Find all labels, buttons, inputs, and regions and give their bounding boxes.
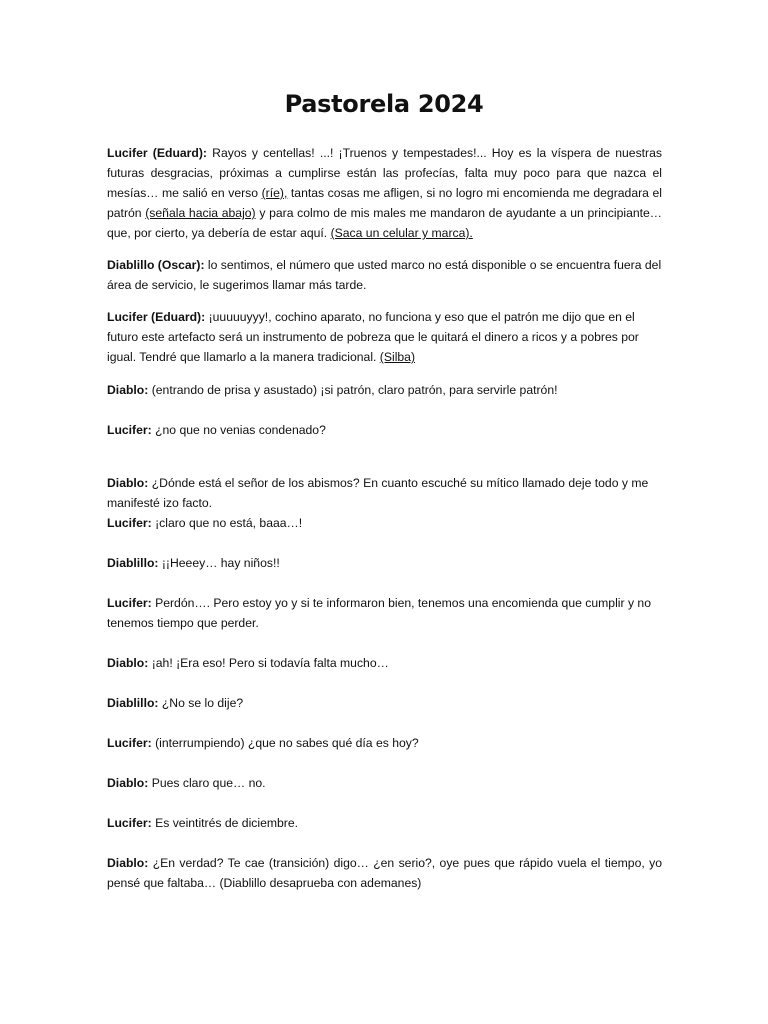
dialogue-text: Rayos y centellas! ...! ¡Truenos y tempestades!... Hoy es la víspera de nuestras futuras desgracias, próximas a cumplirse están las profecías, falta muy poco para que nazca el mesías… me salió en verso (107, 146, 662, 200)
stage-direction: (Saca un celular y marca). (330, 226, 473, 240)
dialogue-text: ¿no que no venias condenado? (151, 423, 326, 437)
dialogue-paragraph-13 (107, 813, 662, 833)
dialogue-text: ¿En verdad? Te cae (transición) digo… ¿en serio?, oye pues que rápido vuela el tiempo, yo pensé que faltaba… (Diablillo desaprueba con ademanes) (107, 856, 662, 890)
speaker-name: Diablo: (107, 476, 149, 490)
dialogue-paragraph-14 (107, 853, 662, 893)
speaker-name: Diablillo (Oscar): (107, 258, 205, 272)
speaker-name: Lucifer (Eduard): (107, 310, 206, 324)
dialogue-text: ¿No se lo dije? (158, 696, 244, 710)
speaker-name: Lucifer: (107, 516, 152, 530)
dialogue-paragraph-3 (107, 307, 662, 367)
dialogue-paragraph-9 (107, 653, 662, 673)
dialogue-text: (entrando de prisa y asustado) ¡si patrón, claro patrón, para servirle patrón! (148, 383, 558, 397)
dialogue-text: ¡uuuuuyyy!, cochino aparato, no funciona y eso que el patrón me dijo que en el futuro este artefacto será un instrumento de pobreza que le quitará el dinero a ricos y a pobres por igual. Tendré que llamarlo a la manera tradicional. (107, 310, 639, 364)
dialogue-text: Es veintitrés de diciembre. (151, 816, 299, 830)
dialogue-paragraph-6 (107, 473, 662, 533)
stage-direction: (ríe), (261, 186, 288, 200)
dialogue-text: Perdón…. Pero estoy yo y si te informaron bien, tenemos una encomienda que cumplir y no tenemos tiempo que perder. (107, 596, 651, 630)
dialogue-paragraph-1 (107, 143, 662, 243)
dialogue-text: ¡¡Heeey… hay niños!! (158, 556, 280, 570)
dialogue-paragraph-4 (107, 380, 662, 400)
dialogue-text: ¿Dónde está el señor de los abismos? En cuanto escuché su mítico llamado deje todo y me manifesté izo facto. (107, 476, 649, 510)
speaker-name: Lucifer: (107, 816, 152, 830)
dialogue-text: tantas cosas me afligen, si no logro mi encomienda me degradara el patrón (107, 186, 662, 220)
speaker-name: Lucifer: (107, 423, 152, 437)
speaker-name: Diablo: (107, 656, 149, 670)
dialogue-paragraph-11 (107, 733, 662, 753)
speaker-name: Diablillo: (107, 556, 159, 570)
dialogue-paragraph-7 (107, 553, 662, 573)
speaker-name: Diablo: (107, 856, 149, 870)
dialogue-text: Pues claro que… no. (148, 776, 266, 790)
dialogue-paragraph-5 (107, 420, 662, 440)
dialogue-paragraph-2 (107, 255, 662, 295)
dialogue-paragraph-8 (107, 593, 662, 633)
speaker-name: Lucifer (Eduard): (107, 146, 207, 160)
speaker-name: Lucifer: (107, 736, 152, 750)
document-body (107, 143, 662, 893)
speaker-name: Diablo: (107, 383, 149, 397)
document-title: Pastorela 2024 (284, 90, 484, 118)
dialogue-text: lo sentimos, el número que usted marco no está disponible o se encuentra fuera del área de servicio, le sugerimos llamar más tarde. (107, 258, 662, 292)
stage-direction: (Silba) (379, 350, 416, 364)
dialogue-text: ¡claro que no está, baaa…! (151, 516, 303, 530)
dialogue-text: ¡ah! ¡Era eso! Pero si todavía falta mucho… (148, 656, 389, 670)
speaker-name: Lucifer: (107, 596, 152, 610)
dialogue-paragraph-12 (107, 773, 662, 793)
dialogue-paragraph-10 (107, 693, 662, 713)
speaker-name: Diablillo: (107, 696, 159, 710)
dialogue-text: (interrumpiendo) ¿que no sabes qué día es hoy? (151, 736, 419, 750)
speaker-name: Diablo: (107, 776, 149, 790)
stage-direction: (señala hacia abajo) (145, 206, 256, 220)
dialogue-text: y para colmo de mis males me mandaron de ayudante a un principiante… que, por cierto, ya debería de estar aquí. (107, 206, 662, 240)
